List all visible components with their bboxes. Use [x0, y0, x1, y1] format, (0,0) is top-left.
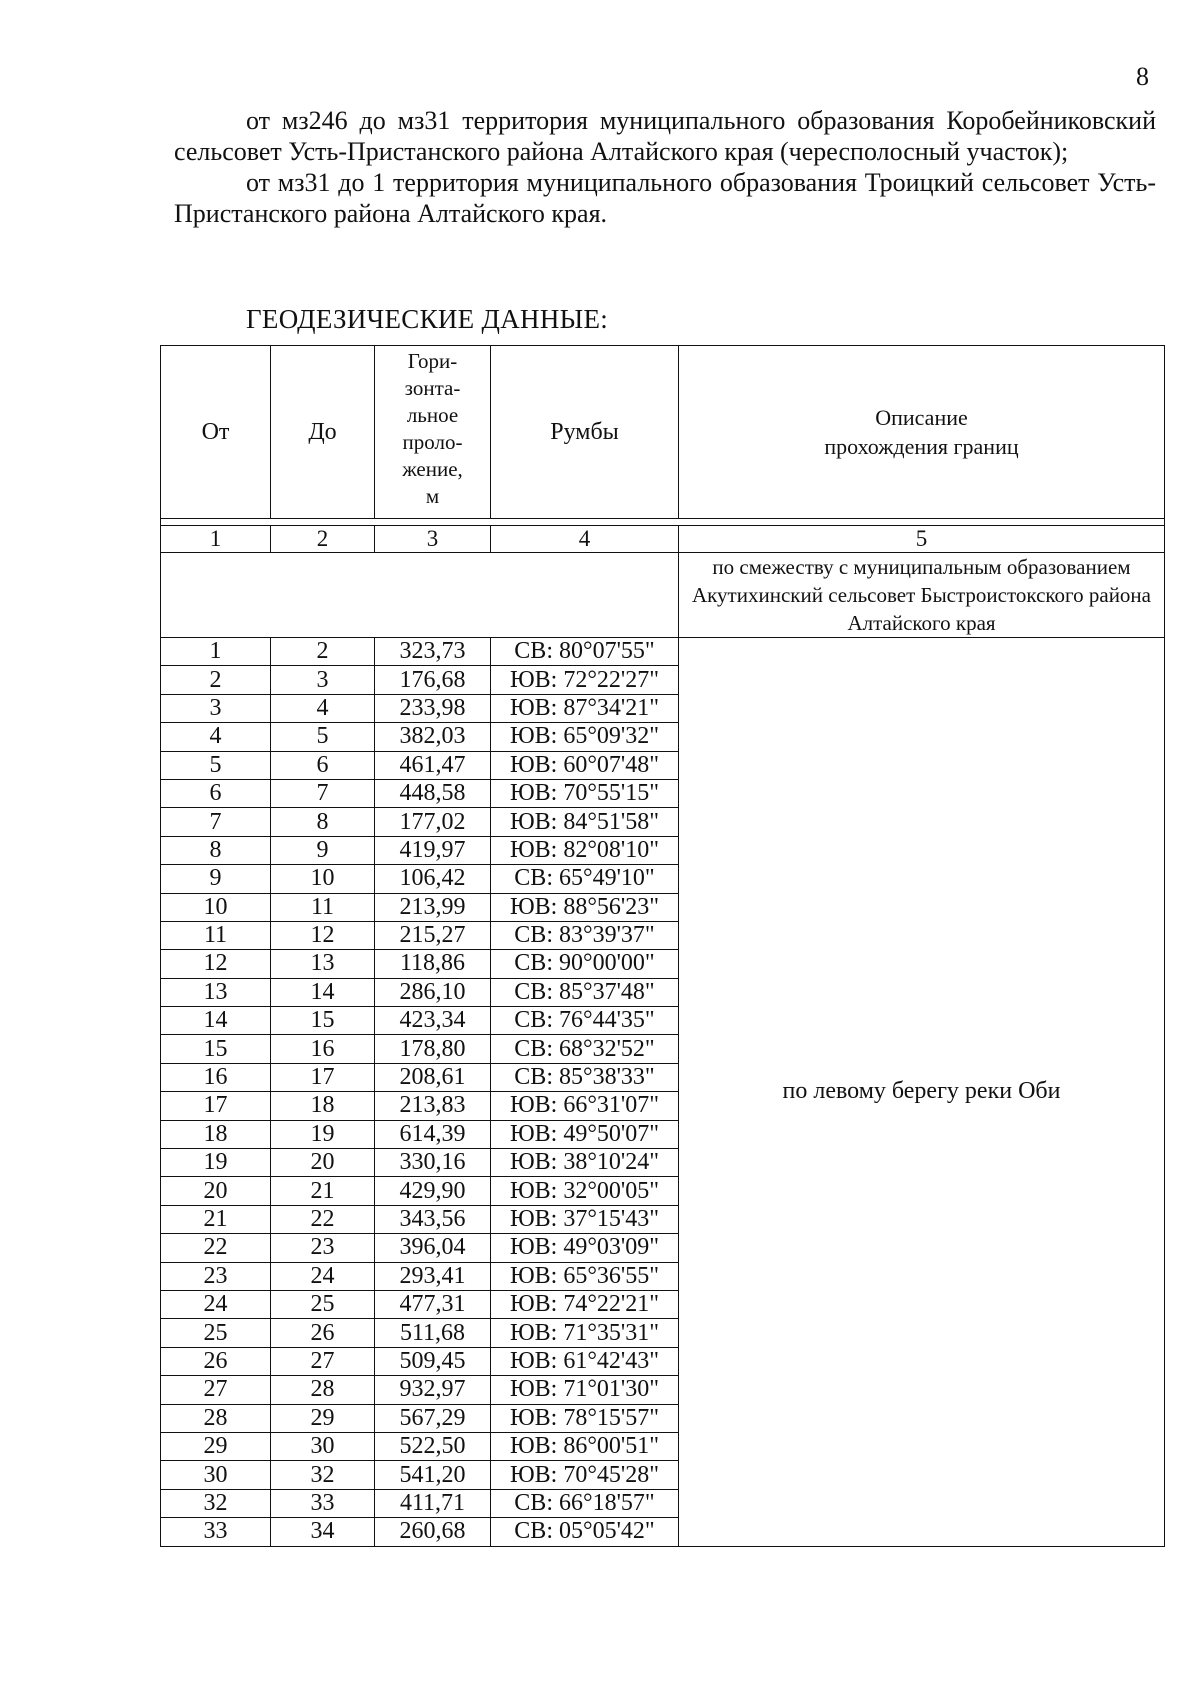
cell-rhumb: СВ: 90°00'00": [491, 950, 679, 978]
cell-from: 21: [161, 1205, 271, 1233]
cell-rhumb: ЮВ: 61°42'43": [491, 1347, 679, 1375]
header-rhumbs: Румбы: [491, 346, 679, 519]
cell-from: 32: [161, 1489, 271, 1517]
cell-distance: 396,04: [375, 1234, 491, 1262]
cell-distance: 343,56: [375, 1205, 491, 1233]
cell-distance: 118,86: [375, 950, 491, 978]
cell-to: 18: [271, 1092, 375, 1120]
cell-from: 15: [161, 1035, 271, 1063]
cell-distance: 293,41: [375, 1262, 491, 1290]
cell-distance: 208,61: [375, 1063, 491, 1091]
cell-from: 7: [161, 808, 271, 836]
cell-distance: 176,68: [375, 666, 491, 694]
cell-rhumb: ЮВ: 86°00'51": [491, 1432, 679, 1460]
cell-to: 3: [271, 666, 375, 694]
cell-distance: 567,29: [375, 1404, 491, 1432]
cell-from: 27: [161, 1376, 271, 1404]
cell-from: 2: [161, 666, 271, 694]
cell-rhumb: ЮВ: 70°55'15": [491, 779, 679, 807]
cell-from: 33: [161, 1518, 271, 1546]
cell-rhumb: СВ: 83°39'37": [491, 921, 679, 949]
cell-distance: 541,20: [375, 1461, 491, 1489]
cell-distance: 323,73: [375, 638, 491, 666]
cell-from: 5: [161, 751, 271, 779]
cell-rhumb: ЮВ: 78°15'57": [491, 1404, 679, 1432]
cell-to: 14: [271, 978, 375, 1006]
cell-from: 22: [161, 1234, 271, 1262]
cell-distance: 448,58: [375, 779, 491, 807]
table-row: [161, 638, 1165, 666]
cell-to: 22: [271, 1205, 375, 1233]
cell-from: 11: [161, 921, 271, 949]
cell-from: 16: [161, 1063, 271, 1091]
cell-distance: 511,68: [375, 1319, 491, 1347]
cell-to: 5: [271, 723, 375, 751]
cell-to: 19: [271, 1120, 375, 1148]
cell-distance: 429,90: [375, 1177, 491, 1205]
cell-rhumb: СВ: 85°38'33": [491, 1063, 679, 1091]
cell-rhumb: СВ: 65°49'10": [491, 865, 679, 893]
cell-rhumb: ЮВ: 49°50'07": [491, 1120, 679, 1148]
intro-row: [161, 553, 1165, 638]
cell-to: 29: [271, 1404, 375, 1432]
cell-to: 33: [271, 1489, 375, 1517]
cell-rhumb: ЮВ: 49°03'09": [491, 1234, 679, 1262]
cell-rhumb: ЮВ: 65°36'55": [491, 1262, 679, 1290]
cell-rhumb: ЮВ: 87°34'21": [491, 694, 679, 722]
cell-rhumb: СВ: 68°32'52": [491, 1035, 679, 1063]
cell-distance: 178,80: [375, 1035, 491, 1063]
cell-to: 13: [271, 950, 375, 978]
header-from: От: [161, 346, 271, 519]
intro-description: по смежеству с муниципальным образованием Акутихинский сельсовет Быстроистокского района Алтайского края: [679, 553, 1165, 638]
cell-to: 2: [271, 638, 375, 666]
header-row: [161, 346, 1165, 519]
cell-rhumb: ЮВ: 72°22'27": [491, 666, 679, 694]
cell-to: 23: [271, 1234, 375, 1262]
cell-to: 28: [271, 1376, 375, 1404]
column-number: 5: [679, 526, 1165, 553]
cell-to: 7: [271, 779, 375, 807]
cell-from: 8: [161, 836, 271, 864]
header-description: Описание прохождения границ: [679, 346, 1165, 519]
cell-from: 13: [161, 978, 271, 1006]
cell-from: 26: [161, 1347, 271, 1375]
cell-distance: 106,42: [375, 865, 491, 893]
cell-rhumb: ЮВ: 82°08'10": [491, 836, 679, 864]
cell-to: 16: [271, 1035, 375, 1063]
cell-distance: 461,47: [375, 751, 491, 779]
cell-to: 30: [271, 1432, 375, 1460]
cell-distance: 330,16: [375, 1149, 491, 1177]
cell-rhumb: СВ: 76°44'35": [491, 1007, 679, 1035]
cell-to: 27: [271, 1347, 375, 1375]
cell-from: 3: [161, 694, 271, 722]
cell-from: 12: [161, 950, 271, 978]
cell-rhumb: СВ: 66°18'57": [491, 1489, 679, 1517]
cell-distance: 177,02: [375, 808, 491, 836]
cell-rhumb: ЮВ: 32°00'05": [491, 1177, 679, 1205]
cell-to: 12: [271, 921, 375, 949]
cell-distance: 233,98: [375, 694, 491, 722]
cell-from: 28: [161, 1404, 271, 1432]
column-number-row: [161, 526, 1165, 553]
cell-to: 34: [271, 1518, 375, 1546]
cell-from: 20: [161, 1177, 271, 1205]
cell-rhumb: СВ: 80°07'55": [491, 638, 679, 666]
cell-from: 17: [161, 1092, 271, 1120]
header-gap: [161, 519, 1165, 526]
cell-from: 23: [161, 1262, 271, 1290]
cell-rhumb: ЮВ: 65°09'32": [491, 723, 679, 751]
page-number: 8: [1136, 62, 1149, 91]
cell-from: 14: [161, 1007, 271, 1035]
cell-rhumb: ЮВ: 71°35'31": [491, 1319, 679, 1347]
header-horizontal-distance: Гори- зонта- льное проло- жение, м: [375, 346, 491, 519]
cell-to: 15: [271, 1007, 375, 1035]
cell-to: 32: [271, 1461, 375, 1489]
column-number: 1: [161, 526, 271, 553]
cell-to: 25: [271, 1290, 375, 1318]
column-number: 3: [375, 526, 491, 553]
cell-rhumb: ЮВ: 66°31'07": [491, 1092, 679, 1120]
cell-distance: 215,27: [375, 921, 491, 949]
cell-from: 10: [161, 893, 271, 921]
cell-distance: 411,71: [375, 1489, 491, 1517]
cell-rhumb: ЮВ: 84°51'58": [491, 808, 679, 836]
cell-rhumb: ЮВ: 60°07'48": [491, 751, 679, 779]
cell-distance: 213,99: [375, 893, 491, 921]
cell-from: 4: [161, 723, 271, 751]
intro-empty-cell: [161, 553, 679, 638]
cell-from: 18: [161, 1120, 271, 1148]
cell-distance: 260,68: [375, 1518, 491, 1546]
cell-distance: 382,03: [375, 723, 491, 751]
cell-distance: 419,97: [375, 836, 491, 864]
cell-to: 17: [271, 1063, 375, 1091]
cell-to: 9: [271, 836, 375, 864]
column-number: 2: [271, 526, 375, 553]
cell-distance: 423,34: [375, 1007, 491, 1035]
cell-distance: 522,50: [375, 1432, 491, 1460]
cell-distance: 509,45: [375, 1347, 491, 1375]
cell-rhumb: ЮВ: 88°56'23": [491, 893, 679, 921]
cell-to: 8: [271, 808, 375, 836]
geodetic-table: [160, 345, 1165, 1547]
cell-from: 19: [161, 1149, 271, 1177]
cell-to: 21: [271, 1177, 375, 1205]
cell-from: 1: [161, 638, 271, 666]
cell-to: 4: [271, 694, 375, 722]
cell-to: 24: [271, 1262, 375, 1290]
cell-rhumb: ЮВ: 71°01'30": [491, 1376, 679, 1404]
cell-to: 26: [271, 1319, 375, 1347]
cell-rhumb: ЮВ: 70°45'28": [491, 1461, 679, 1489]
cell-distance: 932,97: [375, 1376, 491, 1404]
cell-distance: 477,31: [375, 1290, 491, 1318]
cell-distance: 286,10: [375, 978, 491, 1006]
cell-distance: 213,83: [375, 1092, 491, 1120]
paragraph: от мз31 до 1 территория муниципального образования Троицкий сельсовет Усть-Пристанского района Алтайского края.: [174, 168, 1156, 228]
cell-from: 9: [161, 865, 271, 893]
cell-rhumb: СВ: 05°05'42": [491, 1518, 679, 1546]
cell-from: 30: [161, 1461, 271, 1489]
rows-description: по левому берегу реки Оби: [679, 638, 1165, 1547]
cell-to: 11: [271, 893, 375, 921]
paragraph: от мз246 до мз31 территория муниципального образования Коробейниковский сельсовет Усть-Пристанского района Алтайского края (чересполосный участок);: [174, 106, 1156, 166]
cell-from: 6: [161, 779, 271, 807]
cell-from: 24: [161, 1290, 271, 1318]
cell-rhumb: ЮВ: 37°15'43": [491, 1205, 679, 1233]
cell-rhumb: ЮВ: 74°22'21": [491, 1290, 679, 1318]
cell-to: 6: [271, 751, 375, 779]
cell-rhumb: ЮВ: 38°10'24": [491, 1149, 679, 1177]
column-number: 4: [491, 526, 679, 553]
cell-from: 29: [161, 1432, 271, 1460]
body-text: [174, 105, 1156, 229]
cell-distance: 614,39: [375, 1120, 491, 1148]
cell-rhumb: СВ: 85°37'48": [491, 978, 679, 1006]
section-title: ГЕОДЕЗИЧЕСКИЕ ДАННЫЕ:: [246, 304, 609, 334]
cell-from: 25: [161, 1319, 271, 1347]
header-to: До: [271, 346, 375, 519]
cell-to: 20: [271, 1149, 375, 1177]
cell-to: 10: [271, 865, 375, 893]
